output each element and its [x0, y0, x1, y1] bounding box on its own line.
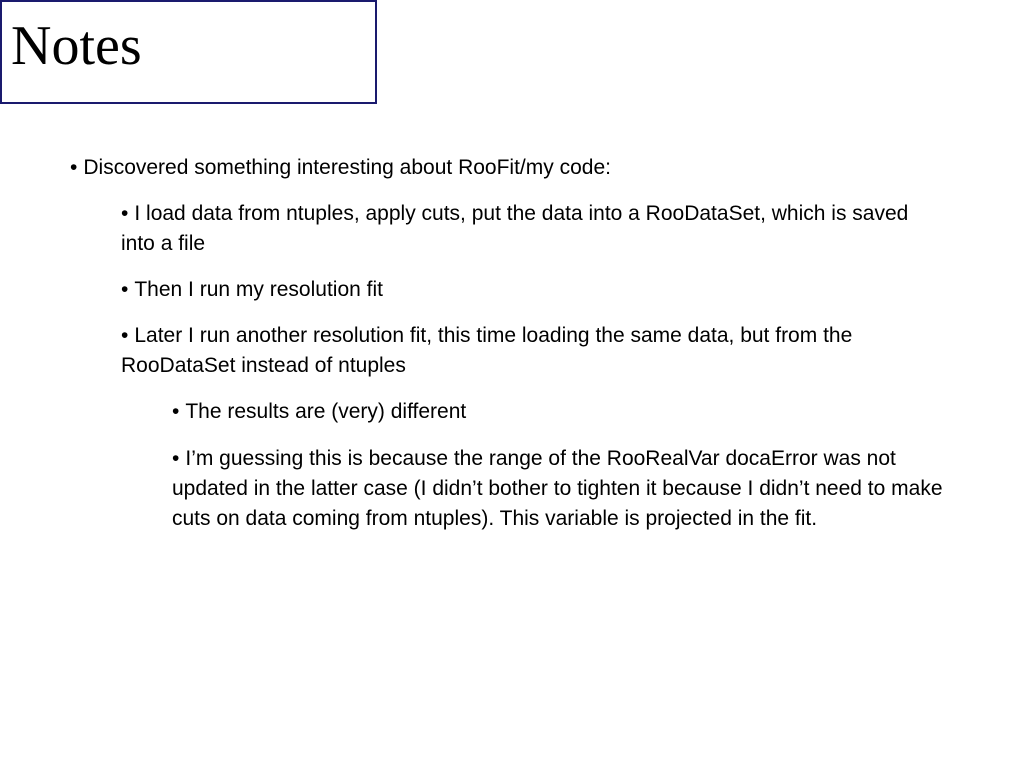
bullet-item-level-3	[172, 397, 972, 427]
bullet-marker: •	[121, 202, 129, 225]
bullet-text: I’m guessing this is because the range of the RooRealVar docaError was not updated in the latter case (I didn’t bother to tighten it because I didn’t need to make cuts on data coming from ntuples). This variable is projected in the fit.	[172, 447, 943, 530]
slide-title: Notes	[11, 15, 142, 77]
bullet-marker: •	[121, 324, 129, 347]
bullet-marker: •	[70, 156, 78, 179]
bullet-marker: •	[121, 278, 129, 301]
bullet-text: Then I run my resolution fit	[134, 278, 383, 301]
bullet-text: Discovered something interesting about RooFit/my code:	[83, 156, 611, 179]
bullet-text: Later I run another resolution fit, this time loading the same data, but from the RooDataSet instead of ntuples	[121, 324, 853, 377]
bullet-item-level-2	[121, 321, 941, 381]
bullet-text: I load data from ntuples, apply cuts, put the data into a RooDataSet, which is saved into a file	[121, 202, 909, 255]
bullet-marker: •	[172, 447, 180, 470]
title-box	[0, 0, 377, 104]
bullet-item-level-2	[121, 199, 941, 259]
bullet-text: The results are (very) different	[185, 400, 467, 423]
bullet-item-level-2	[121, 275, 941, 305]
bullet-item-level-3	[172, 444, 972, 534]
bullet-item-level-1	[70, 153, 970, 183]
bullet-marker: •	[172, 400, 180, 423]
